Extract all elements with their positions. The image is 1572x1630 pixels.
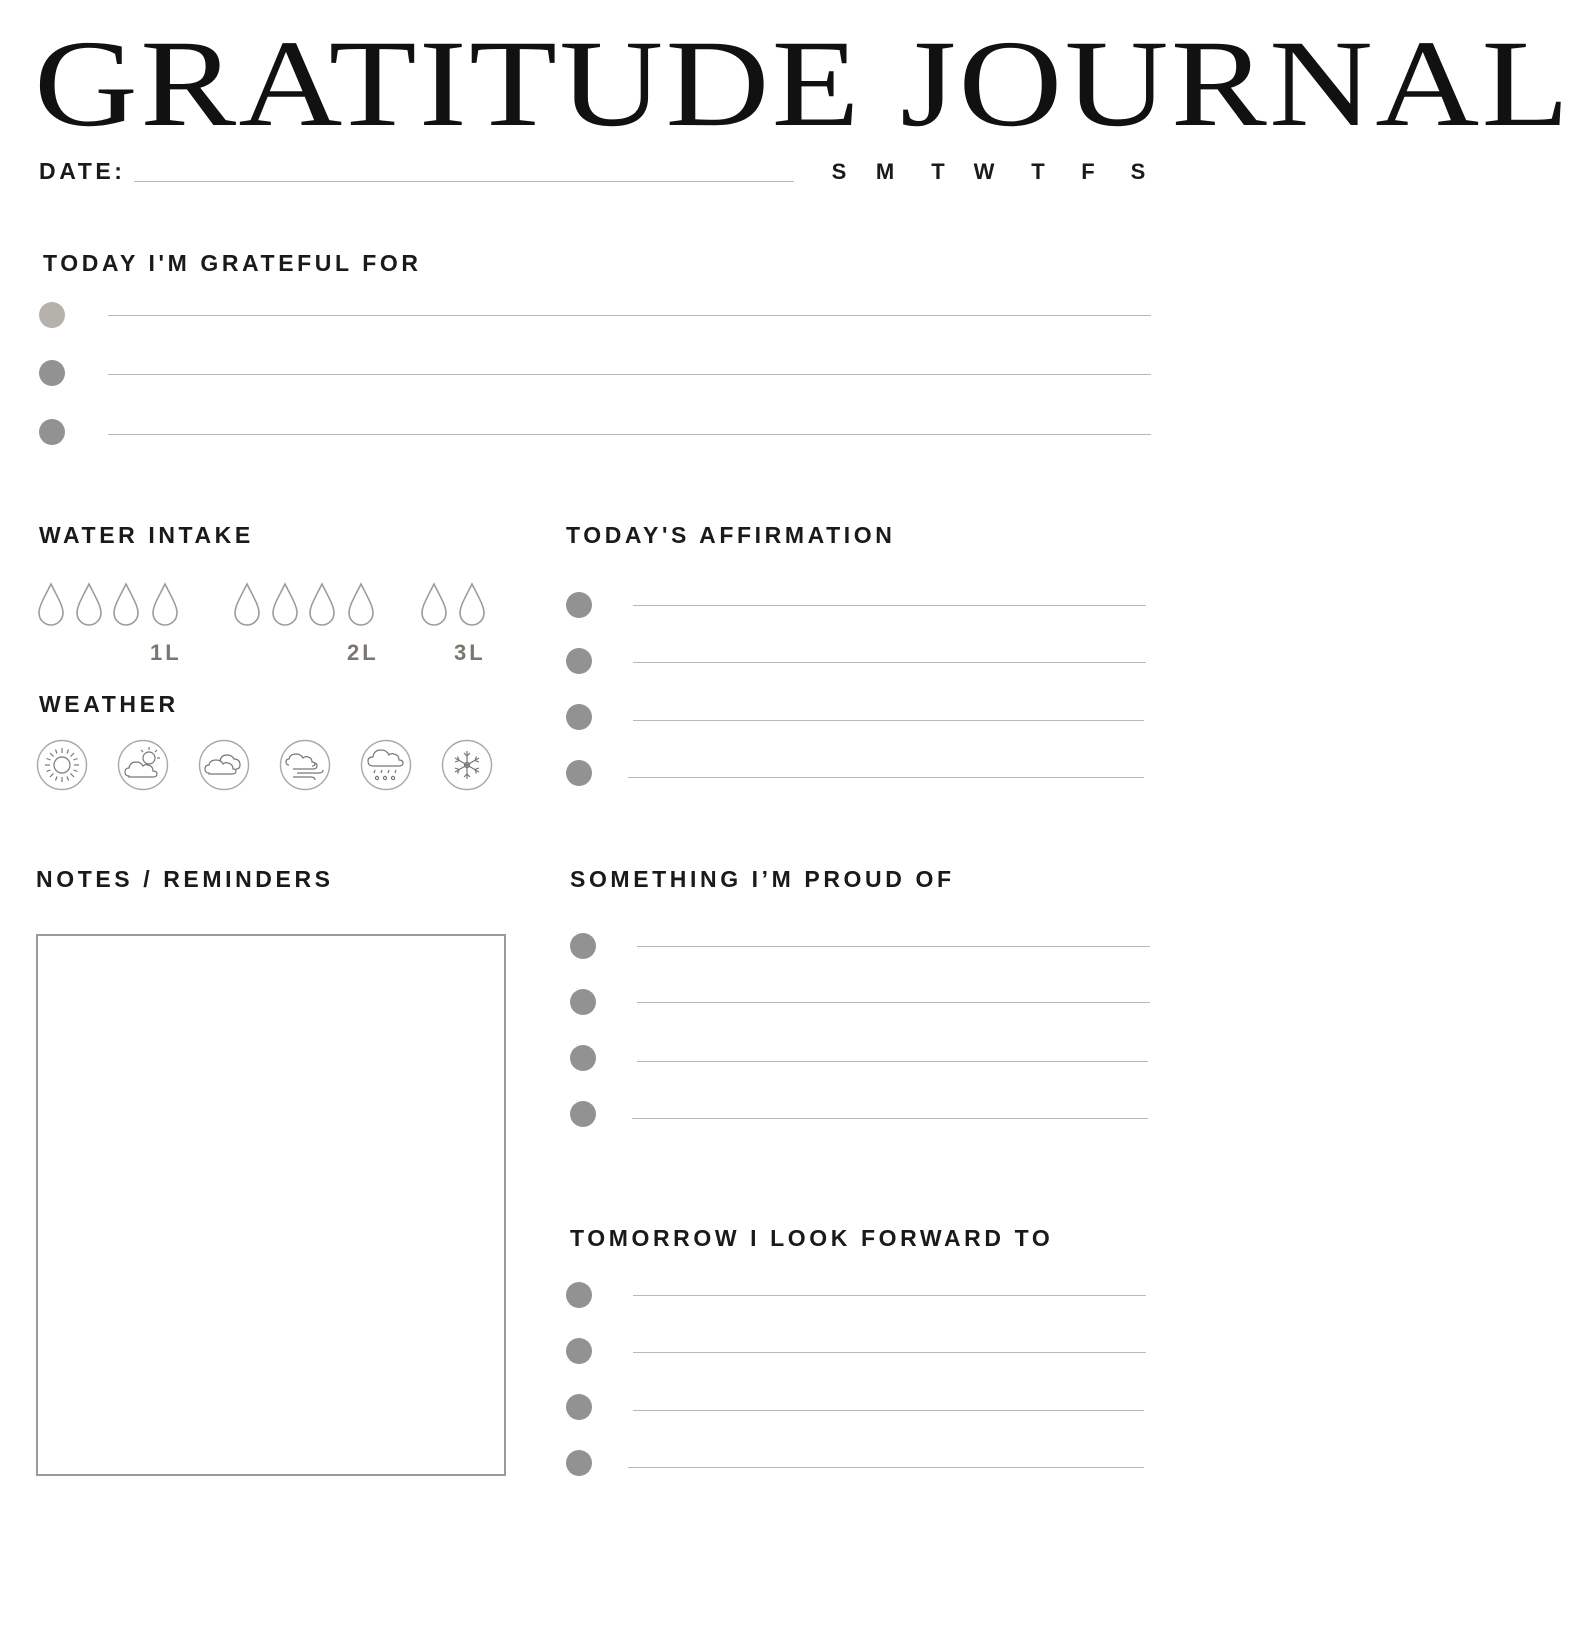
grateful-line[interactable] [108, 315, 1151, 316]
water-mark-3l: 3L [454, 640, 486, 665]
water-drop-icon [114, 584, 138, 625]
proud-line[interactable] [632, 1118, 1148, 1119]
bullet-icon [566, 1394, 592, 1420]
tomorrow-line[interactable] [633, 1410, 1144, 1411]
water-intake-heading: WATER INTAKE [39, 522, 254, 548]
bullet-icon [39, 360, 65, 386]
bullet-icon [566, 1338, 592, 1364]
day-friday[interactable]: F [1081, 159, 1095, 184]
date-label: DATE: [39, 158, 126, 184]
affirmation-line[interactable] [633, 662, 1146, 663]
day-thursday[interactable]: T [1031, 159, 1045, 184]
affirmation-heading: TODAY'S AFFIRMATION [566, 522, 896, 548]
notes-heading: NOTES / REMINDERS [36, 866, 334, 892]
proud-heading: SOMETHING I’M PROUD OF [570, 866, 955, 892]
rain-icon[interactable] [360, 739, 412, 791]
proud-line[interactable] [637, 946, 1150, 947]
grateful-line[interactable] [108, 434, 1151, 435]
tomorrow-heading: TOMORROW I LOOK FORWARD TO [570, 1225, 1054, 1251]
day-monday[interactable]: M [875, 159, 895, 184]
water-drop-icon [235, 584, 259, 625]
bullet-icon [566, 760, 592, 786]
proud-line[interactable] [637, 1061, 1148, 1062]
tomorrow-line[interactable] [633, 1352, 1146, 1353]
partly-cloudy-icon[interactable] [117, 739, 169, 791]
weather-heading: WEATHER [39, 691, 179, 717]
sun-icon[interactable] [36, 739, 88, 791]
day-sunday[interactable]: S [831, 159, 847, 184]
cloudy-icon[interactable] [198, 739, 250, 791]
water-drop-icon [349, 584, 373, 625]
windy-icon[interactable] [279, 739, 331, 791]
water-drop-icon [273, 584, 297, 625]
day-wednesday[interactable]: W [973, 159, 995, 184]
bullet-icon [570, 933, 596, 959]
bullet-icon [566, 648, 592, 674]
bullet-icon [566, 1450, 592, 1476]
tomorrow-line[interactable] [633, 1295, 1146, 1296]
bullet-icon [566, 592, 592, 618]
date-line[interactable] [134, 181, 794, 182]
water-mark-2l: 2L [347, 640, 379, 665]
water-drop-icon [422, 584, 446, 625]
page-title: GRATITUDE JOURNAL [34, 15, 1572, 152]
water-drop-icon [77, 584, 101, 625]
bullet-icon [39, 419, 65, 445]
snow-icon[interactable] [441, 739, 493, 791]
affirmation-line[interactable] [633, 720, 1144, 721]
water-drop-icon [460, 584, 484, 625]
tomorrow-line[interactable] [628, 1467, 1144, 1468]
water-drops [30, 580, 500, 632]
bullet-icon [566, 704, 592, 730]
notes-box[interactable] [36, 934, 506, 1476]
bullet-icon [570, 989, 596, 1015]
day-saturday[interactable]: S [1130, 159, 1146, 184]
water-drop-icon [310, 584, 334, 625]
day-tuesday[interactable]: T [931, 159, 945, 184]
water-drop-icon [39, 584, 63, 625]
bullet-icon [566, 1282, 592, 1308]
proud-line[interactable] [637, 1002, 1150, 1003]
bullet-icon [570, 1101, 596, 1127]
grateful-line[interactable] [108, 374, 1151, 375]
water-drop-icon [153, 584, 177, 625]
affirmation-line[interactable] [628, 777, 1144, 778]
bullet-icon [39, 302, 65, 328]
water-mark-1l: 1L [150, 640, 182, 665]
grateful-heading: TODAY I'M GRATEFUL FOR [43, 250, 422, 276]
affirmation-line[interactable] [633, 605, 1146, 606]
bullet-icon [570, 1045, 596, 1071]
